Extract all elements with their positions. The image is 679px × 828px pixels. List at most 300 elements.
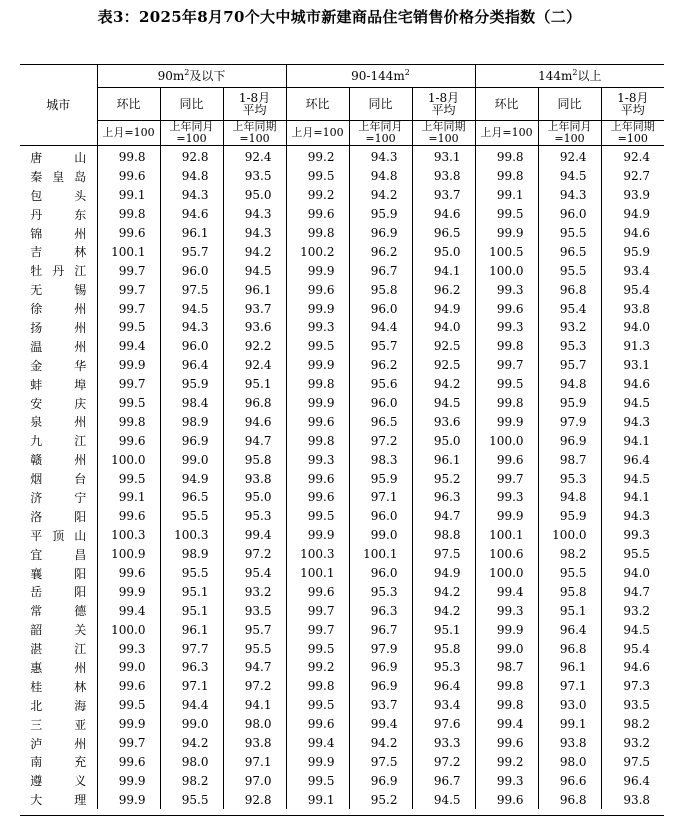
value-cell: 93.3	[412, 734, 475, 753]
value-cell: 95.4	[223, 564, 286, 583]
value-cell: 99.3	[475, 318, 538, 337]
value-cell: 93.7	[412, 186, 475, 205]
value-cell: 100.6	[475, 545, 538, 564]
value-cell: 95.7	[349, 337, 412, 356]
value-cell: 96.8	[538, 790, 601, 809]
value-cell: 94.3	[601, 412, 664, 431]
value-cell: 96.2	[349, 356, 412, 375]
value-cell: 99.8	[475, 394, 538, 413]
value-cell: 96.8	[538, 639, 601, 658]
value-cell: 94.2	[412, 582, 475, 601]
value-cell: 99.7	[475, 469, 538, 488]
table-row	[20, 753, 664, 772]
city-cell	[20, 601, 97, 620]
value-cell: 99.8	[475, 696, 538, 715]
value-cell: 95.5	[601, 545, 664, 564]
value-cell: 93.8	[538, 734, 601, 753]
city-cell	[20, 356, 97, 375]
value-cell: 99.8	[475, 337, 538, 356]
value-cell: 99.3	[475, 488, 538, 507]
city-name: 北海	[30, 698, 87, 713]
value-cell: 99.9	[286, 526, 349, 545]
city-cell	[20, 677, 97, 696]
sub-header: 环比	[286, 88, 349, 121]
value-cell: 92.5	[412, 337, 475, 356]
city-cell	[20, 146, 97, 167]
city-name: 丹东	[30, 207, 87, 222]
sub-header: 同比	[160, 88, 223, 121]
value-cell: 95.1	[160, 601, 223, 620]
city-name: 桂林	[30, 679, 87, 694]
city-name: 湛江	[30, 642, 87, 657]
value-cell: 94.1	[601, 431, 664, 450]
table-row	[20, 205, 664, 224]
value-cell: 96.4	[601, 450, 664, 469]
value-cell: 99.6	[97, 224, 160, 243]
value-cell: 96.0	[349, 507, 412, 526]
city-cell	[20, 299, 97, 318]
base-header: 上年同期 =100	[223, 121, 286, 146]
city-name: 洛阳	[30, 509, 87, 524]
city-cell	[20, 375, 97, 394]
table-row	[20, 242, 664, 261]
table-row	[20, 488, 664, 507]
value-cell: 92.8	[160, 146, 223, 167]
value-cell: 95.3	[538, 469, 601, 488]
value-cell: 93.2	[223, 582, 286, 601]
city-name: 金华	[30, 358, 87, 373]
value-cell: 99.9	[97, 771, 160, 790]
city-name: 韶关	[30, 623, 87, 638]
value-cell: 99.6	[97, 431, 160, 450]
value-cell: 95.8	[412, 639, 475, 658]
value-cell: 96.0	[349, 299, 412, 318]
table-row	[20, 601, 664, 620]
value-cell: 99.3	[601, 526, 664, 545]
table-row	[20, 507, 664, 526]
value-cell: 95.2	[412, 469, 475, 488]
value-cell: 93.2	[601, 601, 664, 620]
table-row	[20, 224, 664, 243]
value-cell: 94.0	[601, 564, 664, 583]
value-cell: 97.9	[349, 639, 412, 658]
value-cell: 94.6	[412, 205, 475, 224]
sub-header: 同比	[538, 88, 601, 121]
value-cell: 95.4	[601, 280, 664, 299]
base-header: 上月=100	[475, 121, 538, 146]
value-cell: 100.0	[97, 620, 160, 639]
value-cell: 99.8	[475, 167, 538, 186]
value-cell: 95.3	[412, 658, 475, 677]
value-cell: 99.7	[475, 356, 538, 375]
value-cell: 96.5	[160, 488, 223, 507]
value-cell: 94.7	[601, 582, 664, 601]
value-cell: 98.0	[538, 753, 601, 772]
value-cell: 100.0	[538, 526, 601, 545]
value-cell: 93.4	[412, 696, 475, 715]
value-cell: 94.2	[412, 601, 475, 620]
value-cell: 100.1	[349, 545, 412, 564]
base-header: 上年同月 =100	[160, 121, 223, 146]
value-cell: 94.9	[412, 299, 475, 318]
city-name: 宜昌	[30, 547, 87, 562]
value-cell: 99.1	[97, 488, 160, 507]
value-cell: 94.3	[223, 224, 286, 243]
value-cell: 92.7	[601, 167, 664, 186]
value-cell: 91.3	[601, 337, 664, 356]
value-cell: 95.9	[349, 469, 412, 488]
table-row	[20, 639, 664, 658]
value-cell: 98.3	[349, 450, 412, 469]
city-name: 泉州	[30, 415, 87, 430]
value-cell: 95.8	[223, 450, 286, 469]
value-cell: 98.0	[160, 753, 223, 772]
value-cell: 94.7	[223, 431, 286, 450]
city-name: 吉林	[30, 245, 87, 260]
value-cell: 96.9	[349, 677, 412, 696]
value-cell: 99.1	[475, 186, 538, 205]
value-cell: 99.7	[97, 375, 160, 394]
value-cell: 94.5	[601, 469, 664, 488]
value-cell: 94.1	[412, 261, 475, 280]
base-header: 上月=100	[97, 121, 160, 146]
value-cell: 99.4	[97, 337, 160, 356]
city-cell	[20, 564, 97, 583]
sub-header: 1-8月 平均	[412, 88, 475, 121]
value-cell: 96.5	[538, 242, 601, 261]
value-cell: 100.1	[475, 526, 538, 545]
value-cell: 99.8	[97, 412, 160, 431]
value-cell: 94.4	[349, 318, 412, 337]
value-cell: 95.2	[349, 790, 412, 809]
value-cell: 95.9	[538, 394, 601, 413]
value-cell: 95.0	[412, 242, 475, 261]
table-row	[20, 186, 664, 205]
value-cell: 94.0	[412, 318, 475, 337]
value-cell: 92.8	[223, 790, 286, 809]
value-cell: 93.4	[601, 261, 664, 280]
value-cell: 96.7	[412, 771, 475, 790]
value-cell: 99.3	[475, 601, 538, 620]
value-cell: 99.9	[475, 620, 538, 639]
value-cell: 95.7	[538, 356, 601, 375]
value-cell: 99.7	[286, 620, 349, 639]
value-cell: 93.7	[349, 696, 412, 715]
value-cell: 99.9	[97, 790, 160, 809]
value-cell: 99.8	[475, 146, 538, 167]
value-cell: 95.1	[160, 582, 223, 601]
value-cell: 97.2	[349, 431, 412, 450]
value-cell: 93.8	[412, 167, 475, 186]
table-row	[20, 299, 664, 318]
value-cell: 93.9	[601, 186, 664, 205]
table-row	[20, 715, 664, 734]
value-cell: 96.8	[223, 394, 286, 413]
value-cell: 96.1	[223, 280, 286, 299]
value-cell: 93.8	[223, 469, 286, 488]
value-cell: 94.2	[412, 375, 475, 394]
value-cell: 97.3	[601, 677, 664, 696]
value-cell: 99.4	[349, 715, 412, 734]
value-cell: 100.1	[97, 242, 160, 261]
value-cell: 99.0	[160, 715, 223, 734]
value-cell: 93.5	[223, 601, 286, 620]
value-cell: 96.1	[160, 224, 223, 243]
value-cell: 94.7	[223, 658, 286, 677]
sub-header: 1-8月 平均	[601, 88, 664, 121]
value-cell: 93.5	[601, 696, 664, 715]
value-cell: 98.9	[160, 545, 223, 564]
table-row	[20, 167, 664, 186]
value-cell: 99.6	[475, 734, 538, 753]
value-cell: 99.6	[286, 280, 349, 299]
city-cell	[20, 526, 97, 545]
value-cell: 94.6	[223, 412, 286, 431]
value-cell: 93.5	[223, 167, 286, 186]
value-cell: 95.1	[538, 601, 601, 620]
value-cell: 96.0	[160, 261, 223, 280]
city-cell	[20, 205, 97, 224]
value-cell: 94.6	[160, 205, 223, 224]
value-cell: 92.2	[223, 337, 286, 356]
city-cell	[20, 280, 97, 299]
value-cell: 96.9	[538, 431, 601, 450]
value-cell: 96.8	[538, 280, 601, 299]
city-name: 无锡	[30, 283, 87, 298]
table-row	[20, 620, 664, 639]
city-name: 济宁	[30, 490, 87, 505]
table-row	[20, 526, 664, 545]
value-cell: 99.2	[475, 753, 538, 772]
value-cell: 100.0	[475, 261, 538, 280]
value-cell: 96.3	[412, 488, 475, 507]
value-cell: 99.9	[97, 582, 160, 601]
value-cell: 95.9	[349, 205, 412, 224]
table-row	[20, 582, 664, 601]
city-name: 秦皇岛	[30, 169, 87, 184]
value-cell: 94.1	[223, 696, 286, 715]
value-cell: 99.5	[286, 639, 349, 658]
base-header: 上年同期 =100	[412, 121, 475, 146]
value-cell: 99.6	[286, 715, 349, 734]
value-cell: 97.5	[412, 545, 475, 564]
value-cell: 96.7	[349, 261, 412, 280]
value-cell: 94.3	[160, 186, 223, 205]
value-cell: 94.7	[412, 507, 475, 526]
city-name: 襄阳	[30, 566, 87, 581]
value-cell: 99.2	[286, 186, 349, 205]
value-cell: 96.1	[160, 620, 223, 639]
value-cell: 92.4	[223, 356, 286, 375]
sub-header: 1-8月 平均	[223, 88, 286, 121]
value-cell: 99.6	[475, 790, 538, 809]
value-cell: 95.0	[412, 431, 475, 450]
base-header: 上年同月 =100	[349, 121, 412, 146]
value-cell: 99.9	[286, 753, 349, 772]
value-cell: 94.3	[160, 318, 223, 337]
value-cell: 99.6	[475, 450, 538, 469]
city-cell	[20, 658, 97, 677]
value-cell: 99.9	[286, 394, 349, 413]
value-cell: 93.2	[538, 318, 601, 337]
table-row	[20, 318, 664, 337]
value-cell: 95.0	[223, 186, 286, 205]
city-cell	[20, 753, 97, 772]
value-cell: 94.6	[601, 224, 664, 243]
value-cell: 99.3	[286, 450, 349, 469]
value-cell: 99.4	[97, 601, 160, 620]
value-cell: 99.6	[97, 753, 160, 772]
value-cell: 99.4	[475, 582, 538, 601]
value-cell: 96.0	[349, 394, 412, 413]
value-cell: 99.8	[475, 677, 538, 696]
city-name: 三亚	[30, 717, 87, 732]
value-cell: 99.9	[475, 224, 538, 243]
city-cell	[20, 412, 97, 431]
value-cell: 100.5	[475, 242, 538, 261]
value-cell: 97.1	[160, 677, 223, 696]
value-cell: 99.6	[286, 469, 349, 488]
value-cell: 99.3	[286, 318, 349, 337]
value-cell: 96.5	[412, 224, 475, 243]
value-cell: 99.5	[97, 394, 160, 413]
city-name: 包头	[30, 188, 87, 203]
city-name: 徐州	[30, 302, 87, 317]
city-name: 赣州	[30, 453, 87, 468]
value-cell: 96.5	[349, 412, 412, 431]
value-cell: 99.8	[97, 205, 160, 224]
value-cell: 99.0	[97, 658, 160, 677]
city-cell	[20, 186, 97, 205]
city-column-header: 城市	[20, 65, 97, 146]
value-cell: 98.9	[160, 412, 223, 431]
value-cell: 96.3	[349, 601, 412, 620]
value-cell: 99.7	[97, 261, 160, 280]
value-cell: 99.5	[286, 771, 349, 790]
value-cell: 99.1	[286, 790, 349, 809]
city-name: 岳阳	[30, 585, 87, 600]
value-cell: 99.0	[160, 450, 223, 469]
value-cell: 99.7	[286, 601, 349, 620]
city-name: 唐山	[30, 150, 87, 165]
value-cell: 99.9	[97, 356, 160, 375]
value-cell: 99.5	[286, 337, 349, 356]
base-header: 上年同月 =100	[538, 121, 601, 146]
value-cell: 95.1	[412, 620, 475, 639]
table-row	[20, 146, 664, 167]
value-cell: 99.6	[97, 167, 160, 186]
value-cell: 97.6	[412, 715, 475, 734]
value-cell: 94.2	[223, 242, 286, 261]
value-cell: 99.6	[286, 412, 349, 431]
city-cell	[20, 394, 97, 413]
value-cell: 99.5	[286, 696, 349, 715]
value-cell: 93.6	[223, 318, 286, 337]
value-cell: 97.5	[349, 753, 412, 772]
value-cell: 99.8	[286, 375, 349, 394]
value-cell: 100.3	[286, 545, 349, 564]
value-cell: 93.0	[538, 696, 601, 715]
value-cell: 99.2	[286, 658, 349, 677]
value-cell: 94.5	[160, 299, 223, 318]
table-row	[20, 469, 664, 488]
value-cell: 94.5	[601, 394, 664, 413]
price-index-table	[20, 64, 664, 809]
value-cell: 94.8	[349, 167, 412, 186]
city-cell	[20, 261, 97, 280]
group-header: $90m^2$及以下	[97, 65, 286, 88]
city-cell	[20, 488, 97, 507]
value-cell: 99.3	[475, 280, 538, 299]
table-row	[20, 394, 664, 413]
value-cell: 97.2	[223, 545, 286, 564]
value-cell: 94.8	[538, 375, 601, 394]
value-cell: 98.0	[223, 715, 286, 734]
base-header: 上年同期 =100	[601, 121, 664, 146]
value-cell: 96.7	[349, 620, 412, 639]
city-cell	[20, 715, 97, 734]
city-name: 牡丹江	[30, 264, 87, 279]
city-name: 大理	[30, 793, 87, 808]
value-cell: 94.1	[601, 488, 664, 507]
value-cell: 94.0	[601, 318, 664, 337]
sub-header: 环比	[97, 88, 160, 121]
value-cell: 99.5	[475, 205, 538, 224]
table-row	[20, 564, 664, 583]
value-cell: 99.7	[97, 299, 160, 318]
value-cell: 99.9	[286, 261, 349, 280]
value-cell: 99.7	[97, 734, 160, 753]
value-cell: 95.8	[349, 280, 412, 299]
value-cell: 92.4	[601, 146, 664, 167]
table-row	[20, 261, 664, 280]
value-cell: 95.4	[538, 299, 601, 318]
value-cell: 99.6	[475, 299, 538, 318]
value-cell: 94.5	[412, 394, 475, 413]
value-cell: 96.9	[160, 431, 223, 450]
value-cell: 94.2	[349, 734, 412, 753]
value-cell: 94.2	[160, 734, 223, 753]
value-cell: 99.8	[286, 224, 349, 243]
city-name: 温州	[30, 339, 87, 354]
value-cell: 93.8	[223, 734, 286, 753]
value-cell: 93.2	[601, 734, 664, 753]
value-cell: 97.2	[412, 753, 475, 772]
value-cell: 99.5	[97, 469, 160, 488]
table-row	[20, 412, 664, 431]
value-cell: 95.4	[601, 639, 664, 658]
value-cell: 94.9	[160, 469, 223, 488]
value-cell: 99.9	[286, 299, 349, 318]
value-cell: 100.0	[475, 564, 538, 583]
value-cell: 97.7	[160, 639, 223, 658]
value-cell: 94.4	[160, 696, 223, 715]
value-cell: 94.5	[538, 167, 601, 186]
value-cell: 93.8	[601, 790, 664, 809]
city-cell	[20, 545, 97, 564]
city-cell	[20, 790, 97, 809]
city-name: 蚌埠	[30, 377, 87, 392]
value-cell: 97.0	[223, 771, 286, 790]
value-cell: 99.5	[475, 375, 538, 394]
value-cell: 99.4	[223, 526, 286, 545]
value-cell: 100.1	[286, 564, 349, 583]
value-cell: 98.7	[475, 658, 538, 677]
value-cell: 99.8	[286, 677, 349, 696]
city-name: 常德	[30, 604, 87, 619]
value-cell: 99.5	[286, 507, 349, 526]
value-cell: 99.3	[475, 771, 538, 790]
